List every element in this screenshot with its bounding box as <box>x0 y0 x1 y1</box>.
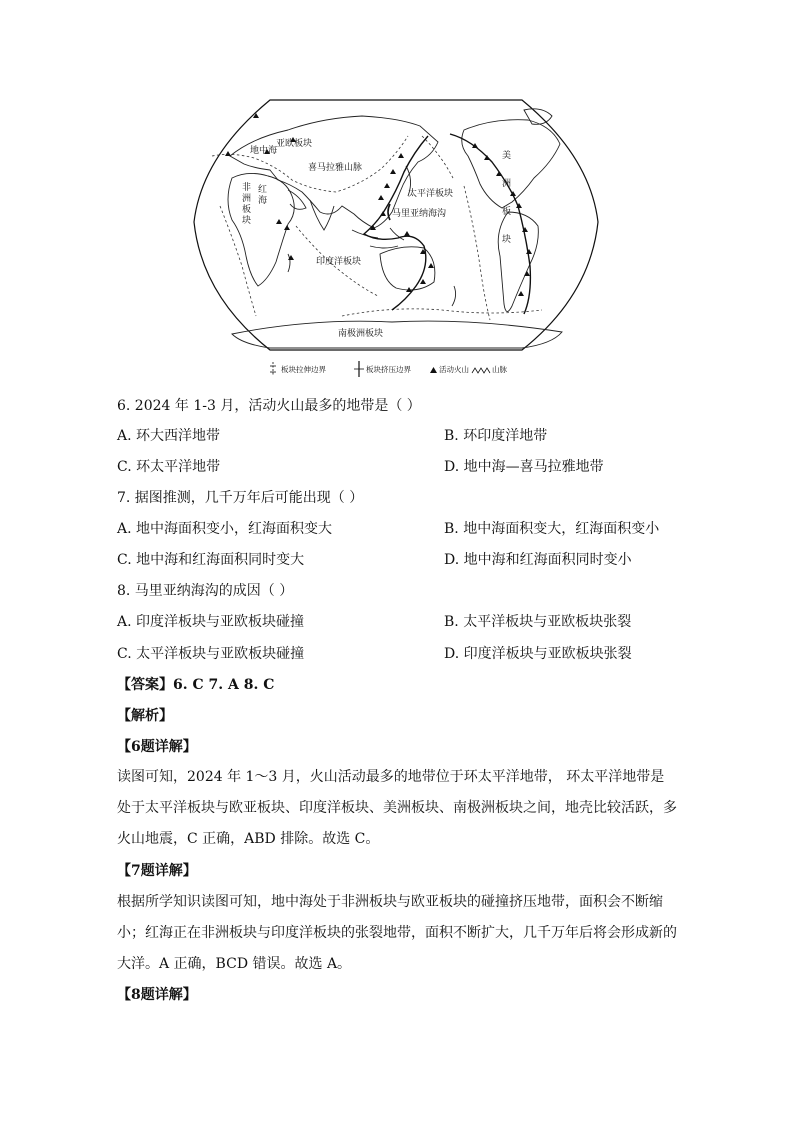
plate-map <box>192 96 600 378</box>
label-mediterranean: 地中海 <box>250 146 278 156</box>
volcano-legend-icon <box>430 367 437 373</box>
question-7-stem: 7. 据图推测，几千万年后可能出现（ ） <box>117 490 364 506</box>
label-mariana-trench: 马里亚纳海沟 <box>392 209 447 219</box>
q7-analysis-heading: 【7题详解】 <box>117 863 197 879</box>
q6-option-b: B. 环印度洋地带 <box>444 428 548 444</box>
convergent-boundary-symbol <box>354 361 364 377</box>
q6-option-a: A. 环大西洋地带 <box>117 428 221 444</box>
divergent-boundary-symbol <box>270 362 276 376</box>
mountain-legend-icon <box>472 368 490 373</box>
legend-mountain: 山脉 <box>492 365 507 374</box>
answer-line: 【答案】6. C 7. A 8. C <box>117 677 275 693</box>
label-pacific-plate: 太平洋板块 <box>408 189 454 199</box>
legend-convergent: 板块挤压边界 <box>366 365 411 374</box>
label-africa-plate: 非洲板块 <box>242 183 252 226</box>
q8-option-c: C. 太平洋板块与亚欧板块碰撞 <box>117 646 305 662</box>
vertical-labels <box>242 149 511 245</box>
label-red-sea: 红海 <box>258 185 268 206</box>
legend-divergent: 板块拉伸边界 <box>281 365 326 374</box>
q7-option-d: D. 地中海和红海面积同时变小 <box>444 552 632 568</box>
q6-option-d: D. 地中海—喜马拉雅地带 <box>444 459 604 475</box>
map-legend <box>270 361 507 377</box>
label-eurasia-plate: 亚欧板块 <box>276 139 313 149</box>
q8-option-b: B. 太平洋板块与亚欧板块张裂 <box>444 614 632 630</box>
q7-option-a: A. 地中海面积变小，红海面积变大 <box>117 521 333 537</box>
pacific-ring-boundary <box>364 134 530 314</box>
label-america-plate: 美洲板块 <box>502 151 512 245</box>
mariana-trench-mark <box>388 204 390 220</box>
volcano-markers <box>225 113 532 296</box>
label-himalaya: 喜马拉雅山脉 <box>308 163 363 173</box>
label-indian-plate: 印度洋板块 <box>316 257 362 267</box>
q6-analysis-heading: 【6题详解】 <box>117 739 197 755</box>
question-8-stem: 8. 马里亚纳海沟的成因（ ） <box>117 583 294 599</box>
question-6-stem: 6. 2024 年 1-3 月，活动火山最多的地带是（ ） <box>117 398 421 414</box>
q6-analysis-text: 读图可知，2024 年 1～3 月，火山活动最多的地带位于环太平洋地带， 环太平洋地带是处于太平洋板块与欧亚板块、印度洋板块、美洲板块、南极洲板块之间，地壳比较活跃，多火山地震，C 正确，ABD 排除。故选 C。 <box>117 769 677 847</box>
q7-analysis-text: 根据所学知识读图可知，地中海处于非洲板块与欧亚板块的碰撞挤压地带，面积会不断缩小；红海正在非洲板块与印度洋板块的张裂地带，面积不断扩大，几千万年后将会形成新的大洋。A 正确，BCD 错误。故选 A。 <box>117 894 677 972</box>
q8-option-d: D. 印度洋板块与亚欧板块张裂 <box>444 646 632 662</box>
q7-option-b: B. 地中海面积变大，红海面积变小 <box>444 521 660 537</box>
q6-option-c: C. 环太平洋地带 <box>117 459 221 475</box>
legend-volcano: 活动火山 <box>439 365 469 374</box>
q7-option-c: C. 地中海和红海面积同时变大 <box>117 552 305 568</box>
q8-option-a: A. 印度洋板块与亚欧板块碰撞 <box>117 614 305 630</box>
q8-analysis-heading: 【8题详解】 <box>117 987 197 1003</box>
label-antarctic-plate: 南极洲板块 <box>338 329 384 339</box>
analysis-heading: 【解析】 <box>117 708 173 724</box>
